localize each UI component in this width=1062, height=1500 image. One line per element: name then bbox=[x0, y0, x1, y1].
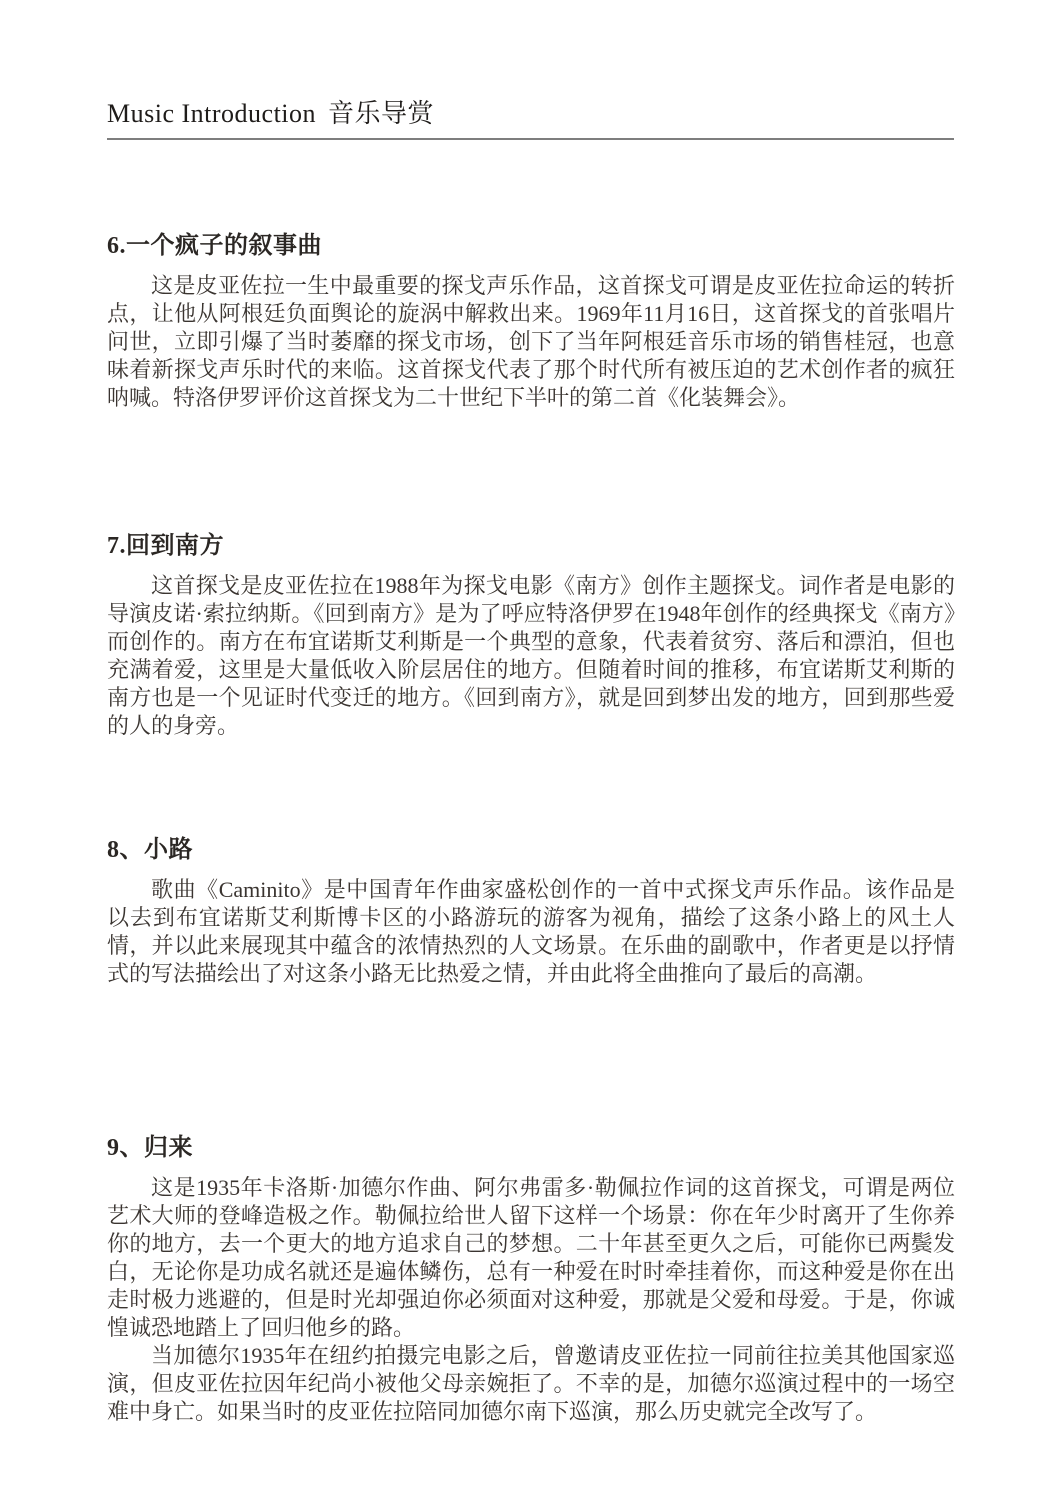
section-number: 6. bbox=[107, 233, 126, 259]
section-title: 回到南方 bbox=[126, 533, 224, 559]
section-paragraph: 歌曲《Caminito》是中国青年作曲家盛松创作的一首中式探戈声乐作品。该作品是以去到布宜诺斯艾利斯博卡区的小路游玩的游客为视角，描绘了这条小路上的风土人情，并以此来展现其中蕴含的浓情热烈的人文场景。在乐曲的副歌中，作者更是以抒情式的写法描绘出了对这条小路无比热爱之情，并由此将全曲推向了最后的高潮。 bbox=[107, 877, 955, 986]
section-number: 8、 bbox=[107, 837, 144, 863]
section-paragraph: 这首探戈是皮亚佐拉在1988年为探戈电影《南方》创作主题探戈。词作者是电影的导演皮诺·索拉纳斯。《回到南方》是为了呼应特洛伊罗在1948年创作的经典探戈《南方》而创作的。南方在布宜诺斯艾利斯是一个典型的意象，代表着贫穷、落后和漂泊，但也充满着爱，这里是大量低收入阶层居住的地方。但随着时间的推移，布宜诺斯艾利斯的南方也是一个见证时代变迁的地方。《回到南方》，就是回到梦出发的地方，回到那些爱的人的身旁。 bbox=[107, 573, 955, 738]
header-title-english: Music Introduction bbox=[107, 99, 317, 128]
section-title: 一个疯子的叙事曲 bbox=[126, 233, 322, 259]
section-paragraph: 这是1935年卡洛斯·加德尔作曲、阿尔弗雷多·勒佩拉作词的这首探戈，可谓是两位艺术大师的登峰造极之作。勒佩拉给世人留下这样一个场景：你在年少时离开了生你养你的地方，去一个更大的地方追求自己的梦想。二十年甚至更久之后，可能你已两鬓发白，无论你是功成名就还是遍体鳞伤，总有一种爱在时时牵挂着你，而这种爱是你在出走时极力逃避的，但是时光却强迫你必须面对这种爱，那就是父爱和母爱。于是，你诚惶诚恐地踏上了回归他乡的路。 bbox=[107, 1175, 955, 1340]
section-paragraph: 当加德尔1935年在纽约拍摄完电影之后，曾邀请皮亚佐拉一同前往拉美其他国家巡演，但皮亚佐拉因年纪尚小被他父母亲婉拒了。不幸的是，加德尔巡演过程中的一场空难中身亡。如果当时的皮亚佐拉陪同加德尔南下巡演，那么历史就完全改写了。 bbox=[107, 1343, 955, 1424]
section-madmans-ballad bbox=[107, 228, 955, 412]
section-heading bbox=[107, 528, 955, 564]
section-return-to-south bbox=[107, 528, 955, 740]
section-heading bbox=[107, 1130, 955, 1166]
section-number: 9、 bbox=[107, 1135, 144, 1161]
section-number: 7. bbox=[107, 533, 126, 559]
section-heading bbox=[107, 228, 955, 264]
section-caminito bbox=[107, 832, 955, 988]
header-title-chinese: 音乐导赏 bbox=[328, 99, 435, 128]
section-title: 归来 bbox=[144, 1135, 193, 1161]
section-paragraph: 这是皮亚佐拉一生中最重要的探戈声乐作品，这首探戈可谓是皮亚佐拉命运的转折点，让他从阿根廷负面舆论的旋涡中解救出来。1969年11月16日，这首探戈的首张唱片问世，立即引爆了当时萎靡的探戈市场，创下了当年阿根廷音乐市场的销售桂冠，也意味着新探戈声乐时代的来临。这首探戈代表了那个时代所有被压迫的艺术创作者的疯狂呐喊。特洛伊罗评价这首探戈为二十世纪下半叶的第二首《化装舞会》。 bbox=[107, 273, 955, 410]
section-title: 小路 bbox=[144, 837, 193, 863]
section-heading bbox=[107, 832, 955, 868]
page-header bbox=[107, 96, 954, 140]
section-homecoming bbox=[107, 1130, 955, 1426]
